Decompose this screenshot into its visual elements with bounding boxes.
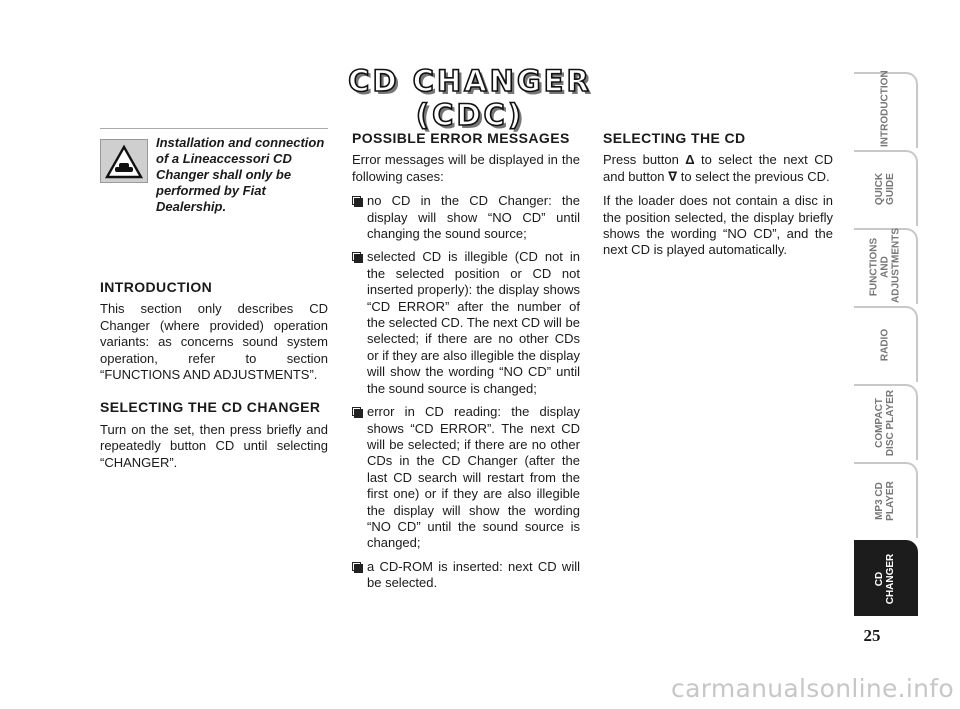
text-fragment: to select the next CD and button bbox=[603, 152, 833, 184]
error-messages-heading: POSSIBLE ERROR MESSAGES bbox=[352, 130, 570, 146]
tab-label: CD CHANGER bbox=[874, 553, 896, 605]
tab-label: QUICK GUIDE bbox=[874, 172, 896, 206]
list-item bbox=[352, 559, 580, 592]
tab-mp3-cd-player[interactable] bbox=[854, 462, 918, 538]
tab-label: MP3 CD PLAYER bbox=[874, 481, 896, 521]
tab-compact-disc-player[interactable] bbox=[854, 384, 918, 460]
select-cd-heading: SELECTING THE CD bbox=[603, 130, 746, 146]
list-item-text: a CD-ROM is inserted: next CD will be selected. bbox=[367, 558, 580, 591]
up-arrow-icon: Δ bbox=[685, 152, 695, 168]
tab-label: COMPACT DISC PLAYER bbox=[874, 389, 896, 457]
list-item bbox=[352, 193, 580, 242]
warning-box bbox=[100, 128, 328, 245]
page-title: CD CHANGER (CDC) bbox=[348, 64, 592, 132]
list-item-text: error in CD reading: the display shows “CD ERROR”. The next CD will be selected; if there are no other CDs in the CD Changer (after the last CD search will restart from the first one) or if they are also illegible the display will show the wording “NO CD” until the sound source is changed; bbox=[367, 404, 580, 551]
tab-introduction[interactable] bbox=[854, 72, 918, 148]
tab-radio[interactable] bbox=[854, 306, 918, 382]
list-item-text: no CD in the CD Changer: the display will show “NO CD” until changing the sound source; bbox=[367, 193, 580, 242]
introduction-text: This section only describes CD Changer (where provided) operation variants: as concerns sound system operation, refer to section “FUNCTIONS AND ADJUSTMENTS”. bbox=[100, 301, 328, 383]
list-item-text: selected CD is illegible (CD not in the selected position or CD not inserted properly): the display shows “CD ERROR” after the number of the selected CD. The next CD will be selected; if there are no other CDs or if they are also illegible the display will show the wording “NO CD” until the sound source is changed; bbox=[367, 249, 580, 396]
tab-functions-adjustments[interactable] bbox=[854, 228, 918, 304]
tab-label: INTRODUCTION bbox=[879, 70, 891, 147]
down-arrow-icon: ∇ bbox=[668, 168, 678, 184]
tab-label: RADIO bbox=[879, 328, 891, 362]
section-tabs bbox=[854, 72, 918, 618]
text-fragment: to select the previous CD. bbox=[680, 168, 830, 184]
warning-text: Installation and connection of a Lineaccessori CD Changer shall only be performed by Fiat Dealership. bbox=[156, 135, 325, 214]
checkbox-bullet-icon bbox=[352, 196, 361, 205]
column-left bbox=[100, 128, 328, 479]
car-warning-icon bbox=[100, 139, 148, 183]
checkbox-bullet-icon bbox=[352, 252, 361, 261]
page-number: 25 bbox=[863, 626, 881, 645]
select-changer-text: Turn on the set, then press briefly and repeatedly button CD until selecting “CHANGER”. bbox=[100, 421, 328, 470]
column-middle bbox=[352, 130, 580, 599]
list-item bbox=[352, 404, 580, 552]
introduction-heading: INTRODUCTION bbox=[100, 279, 213, 295]
checkbox-bullet-icon bbox=[352, 562, 361, 571]
column-right bbox=[603, 130, 833, 267]
list-item bbox=[352, 249, 580, 397]
select-changer-heading: SELECTING THE CD CHANGER bbox=[100, 399, 321, 416]
text-fragment: Press button bbox=[603, 152, 679, 168]
watermark: carmanualsonline.info bbox=[671, 674, 954, 703]
no-disc-text: If the loader does not contain a disc in the position selected, the display briefly shows the wording “NO CD”, and the next CD is played automatically. bbox=[603, 193, 833, 258]
tab-quick-guide[interactable] bbox=[854, 150, 918, 226]
checkbox-bullet-icon bbox=[352, 407, 361, 416]
introduction-section bbox=[100, 279, 328, 471]
tab-cd-changer[interactable] bbox=[854, 540, 918, 616]
error-messages-intro: Error messages will be displayed in the following cases: bbox=[352, 152, 580, 184]
error-list bbox=[352, 193, 580, 591]
select-cd-text bbox=[603, 152, 833, 185]
tab-label: FUNCTIONS AND ADJUSTMENTS bbox=[868, 227, 902, 303]
